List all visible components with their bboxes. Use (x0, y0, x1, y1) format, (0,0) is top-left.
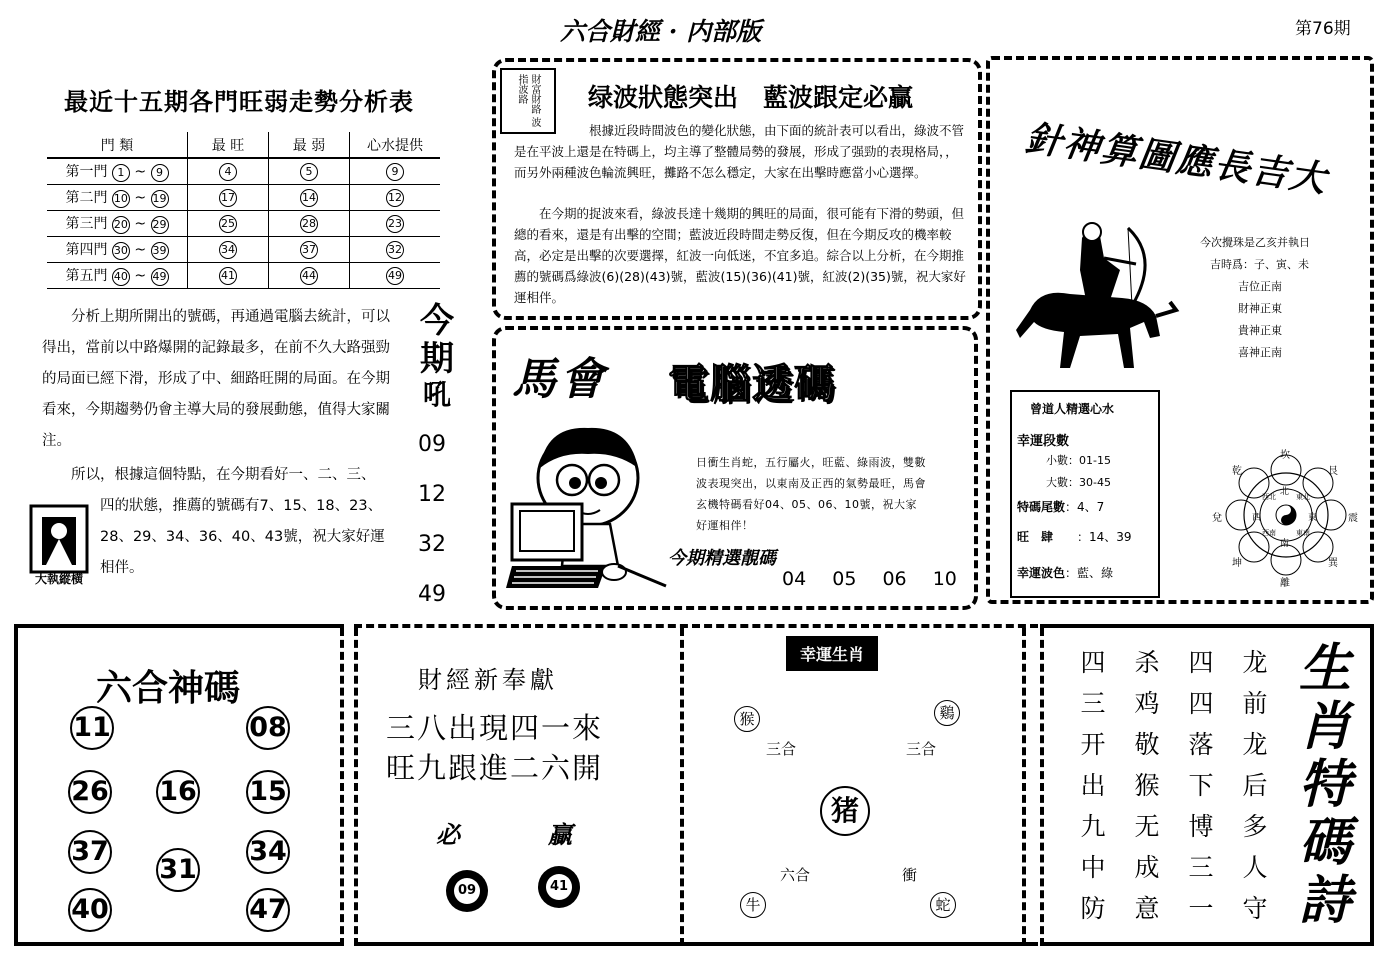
deity-dir: 吉位正南 (1238, 280, 1282, 293)
top-line (354, 624, 1038, 628)
max-value: 41 (219, 267, 237, 285)
min-value: 5 (300, 163, 318, 181)
finance-line-1: 三八出現四一來 (386, 711, 604, 745)
poem-column (1076, 642, 1110, 929)
poem-title-char: 生 (1298, 638, 1351, 699)
finance-ball-number: 41 (546, 874, 572, 900)
luck-hot-value: ：14、39 (1077, 530, 1132, 544)
poem-char: 意 (1134, 894, 1160, 923)
today-char: 吼 (422, 378, 451, 411)
range-from: 1 (112, 164, 130, 182)
max-value: 25 (219, 215, 237, 233)
god-number: 31 (156, 848, 200, 892)
computer-title-a: 馬會 (512, 354, 608, 405)
deity-dir: 貴神正東 (1238, 324, 1282, 337)
range-from: 40 (112, 268, 130, 286)
tip-value: 32 (386, 241, 404, 259)
pick-number: 04 (782, 568, 807, 590)
god-number: 11 (70, 706, 114, 750)
zodiac-chong: 衝 (902, 866, 918, 884)
poem-char: 后 (1242, 771, 1268, 800)
poem-char: 四 (1080, 648, 1106, 677)
today-number: 12 (418, 482, 446, 507)
row-label: 第一門 (65, 164, 108, 180)
bagua-mid: 西 (1252, 513, 1262, 523)
finance-must: 必 (436, 820, 460, 849)
bagua-outer: 艮 (1328, 466, 1338, 477)
range-to: 19 (151, 190, 169, 208)
poem-title-char: 特 (1298, 754, 1351, 815)
bagua-mid: 東南 (1296, 529, 1310, 537)
table-row: 第五門 40 ~ 49 41 44 49 (47, 263, 440, 289)
pick-label: 今期精選靚碼 (668, 548, 776, 569)
trend-paragraph-2-rest: 四的狀態，推薦的號碼有7、15、18、23、28、29、34、36、40、43號，祝大家好運相伴。 (100, 498, 385, 576)
range-from: 30 (112, 242, 130, 260)
luck-tail (1017, 498, 1104, 515)
bottom-line (354, 942, 1038, 946)
luck-hot (1017, 528, 1132, 545)
tip-value: 23 (386, 215, 404, 233)
luck-big: 大數：30-45 (1046, 476, 1111, 489)
finance-ball (446, 870, 488, 912)
today-number: 09 (418, 432, 446, 457)
min-value: 28 (300, 215, 318, 233)
computer-title-b: 電腦透碼 (668, 361, 836, 407)
stamp-image (28, 503, 90, 598)
divider (680, 628, 684, 946)
range-from: 20 (112, 216, 130, 234)
today-char: 期 (420, 339, 454, 379)
god-number: 15 (246, 770, 290, 814)
tip-value: 9 (386, 163, 404, 181)
bagua-mid: 西南 (1262, 529, 1276, 537)
poem-char: 开 (1080, 730, 1106, 759)
luck-seg-label: 幸運段數 (1017, 434, 1070, 449)
min-value: 44 (300, 267, 318, 285)
poem-char: 鸡 (1134, 689, 1160, 718)
poem-char: 四 (1188, 648, 1214, 677)
poem-char: 中 (1080, 853, 1106, 882)
col-header-min: 最 弱 (269, 132, 350, 158)
god-number: 37 (68, 830, 112, 874)
bagua-outer: 坤 (1232, 558, 1242, 569)
bagua-mid: 南 (1280, 539, 1290, 549)
god-number: 16 (156, 770, 200, 814)
bagua-outer: 乾 (1232, 466, 1242, 477)
poem-title-char: 碼 (1298, 812, 1351, 873)
finance-line-2: 旺九跟進二六開 (386, 751, 604, 785)
zodiac-title: 幸運生肖 (786, 636, 878, 671)
stamp-label: 大執縱横 (34, 572, 83, 586)
poem-char: 博 (1188, 812, 1214, 841)
max-value: 17 (219, 189, 237, 207)
poem-char: 敬 (1134, 730, 1160, 759)
wave-paragraph-1: 根據近段時間波色的變化狀態，由下面的統計表可以看出，綠波不管是在平波上還是在特碼上，均主導了整體局勢的發展，形成了强勁的表現格局，，而另外兩種波色輪流興旺，攤路不怎么穩定，大家在出擊時應當小心選擇。 (514, 123, 965, 180)
range-to: 49 (151, 268, 169, 286)
poem-title-char: 肖 (1298, 696, 1351, 757)
range-to: 29 (151, 216, 169, 234)
poem-char: 一 (1188, 894, 1214, 923)
poem-char: 四 (1188, 689, 1214, 718)
pick-numbers (782, 568, 957, 590)
god-number: 08 (246, 706, 290, 750)
bagua-mid: 東 (1308, 513, 1318, 523)
god-number: 26 (68, 770, 112, 814)
bagua-outer: 巽 (1328, 558, 1338, 569)
poem-char: 人 (1242, 853, 1268, 882)
max-value: 34 (219, 241, 237, 259)
bagua-outer: 坎 (1280, 450, 1290, 461)
poem-char: 防 (1080, 894, 1106, 923)
deity-dir: 喜神正南 (1238, 346, 1282, 359)
luck-color-label: 幸運波色 (1017, 566, 1066, 580)
bagua-mid: 北 (1280, 487, 1290, 497)
row-label: 第三門 (65, 216, 108, 232)
min-value: 37 (300, 241, 318, 259)
table-row: 第四門 30 ~ 39 34 37 32 (47, 237, 440, 263)
bagua-outer: 兌 (1212, 513, 1222, 524)
poem-title (1290, 640, 1360, 930)
pick-number: 06 (882, 568, 907, 590)
zodiac-snake: 蛇 (930, 892, 956, 918)
god-number: 47 (246, 888, 290, 932)
poem-char: 前 (1242, 689, 1268, 718)
bagua-outer: 離 (1280, 578, 1290, 589)
zodiac-rooster: 鷄 (934, 700, 960, 726)
luck-color (1017, 564, 1113, 581)
cartoon-mascot (506, 416, 676, 596)
col-header-tip: 心水提供 (350, 132, 441, 158)
divider (1022, 628, 1026, 946)
today-char: 今 (420, 301, 454, 341)
luck-tail-label: 特碼尾數 (1017, 500, 1066, 514)
god-number: 40 (68, 888, 112, 932)
poem-char: 三 (1188, 853, 1214, 882)
max-value: 4 (219, 163, 237, 181)
horseman-image (1010, 218, 1180, 378)
luck-title: 曾道人精選心水 (1030, 402, 1115, 416)
luck-hot-label: 旺 肆 (1017, 530, 1054, 544)
god-title: 六合神碼 (96, 668, 241, 709)
finance-ball (538, 866, 580, 908)
pick-number: 05 (832, 568, 857, 590)
finance-title: 財經新奉獻 (418, 666, 558, 694)
bagua-outer: 震 (1348, 513, 1358, 524)
col-header-max: 最 旺 (188, 132, 269, 158)
range-from: 10 (112, 190, 130, 208)
poem-char: 龙 (1242, 730, 1268, 759)
poem-char: 三 (1080, 689, 1106, 718)
trend-paragraph-2-first: 所以，根據這個特點，在今期看好一、二、三、 (71, 467, 376, 483)
poem-column (1184, 642, 1218, 929)
zodiac-center: 猪 (820, 786, 870, 836)
row-label: 第五門 (65, 268, 108, 284)
row-label: 第二門 (65, 190, 108, 206)
poem-char: 成 (1134, 853, 1160, 882)
poem-column (1130, 642, 1164, 929)
deity-dir: 財神正東 (1238, 302, 1282, 315)
trend-table (47, 132, 440, 289)
page-title: 六合財經 · 内部版 (560, 17, 762, 46)
range-to: 9 (151, 164, 169, 182)
god-number: 34 (246, 830, 290, 874)
deity-title: 大吉長應圖算神針 (1023, 116, 1331, 201)
tip-value: 12 (386, 189, 404, 207)
today-number: 49 (418, 582, 446, 607)
poem-char: 下 (1188, 771, 1214, 800)
today-number: 32 (418, 532, 446, 557)
today-numbers (418, 420, 458, 620)
zodiac-sanhe-right: 三合 (906, 740, 937, 758)
table-row: 第三門 20 ~ 29 25 28 23 (47, 211, 440, 237)
today-label (412, 302, 462, 412)
row-label: 第四門 (65, 242, 108, 258)
poem-char: 守 (1242, 894, 1268, 923)
poem-char: 落 (1188, 730, 1214, 759)
finance-win: 贏 (548, 820, 572, 849)
wave-title: 绿波狀態突出 藍波跟定必贏 (588, 83, 914, 112)
bagua-mid: 東北 (1296, 493, 1310, 501)
luck-tail-value: ：4、7 (1065, 500, 1105, 514)
luck-color-value: ：藍、綠 (1065, 566, 1114, 580)
range-to: 39 (151, 242, 169, 260)
poem-char: 九 (1080, 812, 1106, 841)
trend-paragraph-1: 分析上期所開出的號碼，再通過電腦去統計，可以得出，當前以中路爆開的記錄最多，在前不久大路强勁的局面已經下滑，形成了中、細路旺開的局面。在今期看來，今期趨勢仍會主導大局的發展動態，值得大家關注。 (42, 309, 390, 449)
zodiac-liuhe: 六合 (780, 866, 811, 884)
computer-text: 日衝生肖蛇，五行屬火，旺藍、綠雨波，雙數波表現突出，以東南及正西的氣勢最旺，馬會玄機特碼看好04、05、06、10號，祝大家好運相伴！ (696, 456, 926, 532)
deity-info (1200, 232, 1310, 364)
tip-value: 49 (386, 267, 404, 285)
bagua-diagram (1210, 440, 1362, 590)
zodiac-ox: 牛 (740, 892, 766, 918)
pick-number: 10 (932, 568, 957, 590)
zodiac-sanhe-left: 三合 (766, 740, 797, 758)
col-header-category: 門 類 (47, 132, 188, 158)
table-row: 第二門 10 ~ 19 17 14 12 (47, 185, 440, 211)
divider (340, 628, 344, 946)
table-row: 第一門 1 ~ 9 4 5 9 (47, 158, 440, 185)
poem-char: 龙 (1242, 648, 1268, 677)
deity-line-2: 吉時爲：子、寅、未 (1210, 258, 1309, 271)
poem-char: 多 (1242, 812, 1268, 841)
poem-char: 出 (1080, 771, 1106, 800)
finance-ball-number: 09 (454, 878, 480, 904)
divider (354, 628, 358, 946)
poem-char: 猴 (1134, 771, 1160, 800)
bagua-mid: 西北 (1262, 493, 1276, 501)
trend-title: 最近十五期各門旺弱走勢分析表 (64, 87, 414, 116)
poem-title-char: 詩 (1298, 870, 1351, 931)
wave-badge-text: 財富財路 波指波路 (516, 74, 540, 128)
min-value: 14 (300, 189, 318, 207)
zodiac-monkey: 猴 (734, 706, 760, 732)
wave-paragraph-2: 在今期的捉波來看，綠波長達十幾期的興旺的局面，很可能有下滑的勢頭，但總的看來，還是有出擊的空間；藍波近段時間走勢反復，但在今期反攻的機率較高，必定是出擊的次要選擇，紅波一向低迷，不宜多追。綜合以上分析，在今期推薦的號碼爲綠波(6)(28)(43)號，藍波(15)(36)(41)號，紅波(2)(35)號，祝大家好運相伴。 (514, 206, 966, 305)
deity-line-1: 今次攪珠是乙亥并執日 (1200, 236, 1310, 249)
poem-char: 无 (1134, 812, 1160, 841)
luck-small: 小數：01-15 (1046, 454, 1111, 467)
poem-column (1238, 642, 1272, 929)
poem-char: 杀 (1134, 648, 1160, 677)
issue-number: 第76期 (1295, 19, 1351, 39)
